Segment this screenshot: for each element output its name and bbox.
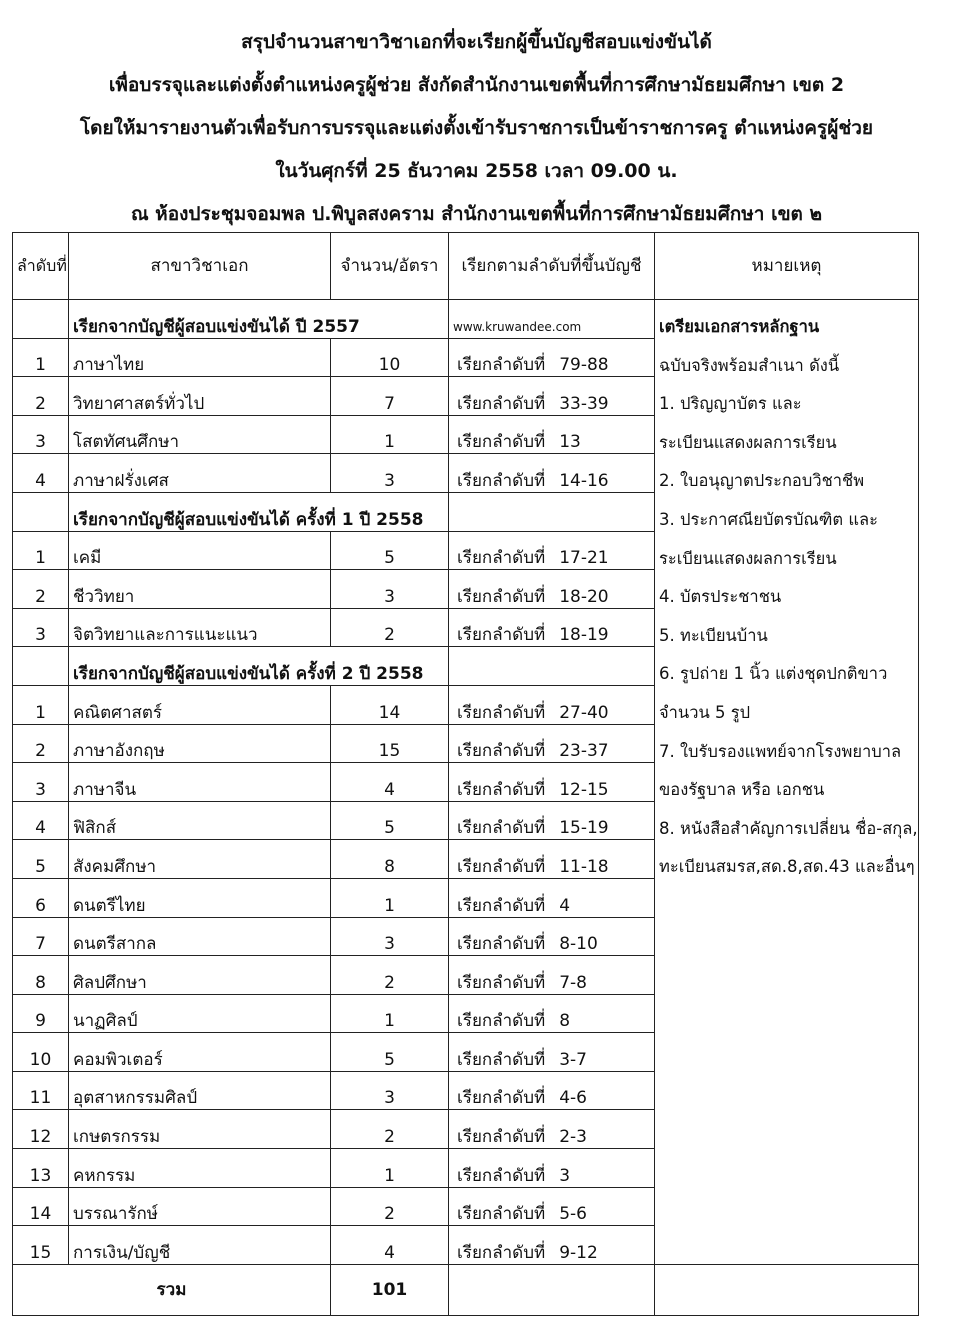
call-range: 13: [559, 432, 581, 453]
row-num: 1: [13, 685, 69, 724]
row-num: 4: [13, 801, 69, 840]
row-count: 4: [331, 1226, 449, 1265]
total-value: 101: [331, 1264, 449, 1315]
remark-line: 1. ปริญญาบัตร และ: [655, 377, 919, 416]
remark-line: ระเบียนแสดงผลการเรียน: [655, 531, 919, 570]
row-num: 3: [13, 415, 69, 454]
row-num: 12: [13, 1110, 69, 1149]
call-range: 4: [559, 895, 571, 916]
row-num: 8: [13, 956, 69, 995]
row-num: 1: [13, 531, 69, 570]
table-row: [13, 878, 919, 917]
row-num: 5: [13, 840, 69, 879]
call-prefix: เรียกลำดับที่: [457, 741, 546, 762]
row-count: 5: [331, 531, 449, 570]
call-range: 15-19: [559, 818, 609, 839]
call-range: 18-19: [559, 625, 609, 646]
call-range: 18-20: [559, 586, 609, 607]
call-prefix: เรียกลำดับที่: [457, 393, 546, 414]
row-count: 1: [331, 994, 449, 1033]
row-subject: คหกรรม: [69, 1149, 331, 1188]
row-num: 1: [13, 338, 69, 377]
row-subject: วิทยาศาสตร์ทั่วไป: [69, 377, 331, 416]
row-subject: โสตทัศนศึกษา: [69, 415, 331, 454]
call-prefix: เรียกลำดับที่: [457, 470, 546, 491]
row-subject: สังคมศึกษา: [69, 840, 331, 879]
row-num: 3: [13, 763, 69, 802]
row-call: [449, 994, 655, 1033]
remark-line: จำนวน 5 รูป: [655, 685, 919, 724]
call-range: 17-21: [559, 548, 609, 569]
row-subject: จิตวิทยาและการแนะแนว: [69, 608, 331, 647]
table-row: [13, 840, 919, 879]
call-prefix: เรียกลำดับที่: [457, 779, 546, 800]
call-prefix: เรียกลำดับที่: [457, 972, 546, 993]
section-row: [13, 647, 919, 686]
remark-line: ทะเบียนสมรส,สด.8,สด.43 และอื่นๆ: [655, 840, 919, 879]
row-call: [449, 338, 655, 377]
row-call: [449, 1149, 655, 1188]
total-empty: [449, 1264, 655, 1315]
row-count: 14: [331, 685, 449, 724]
row-count: 3: [331, 917, 449, 956]
remark-line: เตรียมเอกสารหลักฐาน: [655, 300, 919, 339]
row-count: 5: [331, 1033, 449, 1072]
row-subject: คณิตศาสตร์: [69, 685, 331, 724]
total-row: [13, 1264, 919, 1315]
table-row: [13, 763, 919, 802]
row-count: 1: [331, 1149, 449, 1188]
table-row: [13, 1110, 919, 1149]
row-call: [449, 377, 655, 416]
call-prefix: เรียกลำดับที่: [457, 1011, 546, 1032]
table-row: [13, 608, 919, 647]
row-subject: ชีววิทยา: [69, 570, 331, 609]
total-empty: [655, 1264, 919, 1315]
call-range: 27-40: [559, 702, 609, 723]
watermark-url: www.kruwandee.com: [453, 319, 582, 334]
header-call: เรียกตามลำดับที่ขึ้นบัญชี: [449, 233, 655, 300]
row-call: [449, 840, 655, 879]
call-range: 7-8: [559, 972, 587, 993]
call-prefix: เรียกลำดับที่: [457, 818, 546, 839]
call-range: 11-18: [559, 856, 609, 877]
table-row: [13, 454, 919, 493]
table-row: [13, 685, 919, 724]
remark-empty: [655, 994, 919, 1033]
section-call-cell: [449, 492, 655, 531]
row-subject: คอมพิวเตอร์: [69, 1033, 331, 1072]
remark-empty: [655, 1071, 919, 1110]
call-range: 79-88: [559, 355, 609, 376]
header-remark: หมายเหตุ: [655, 233, 919, 300]
row-num: 7: [13, 917, 69, 956]
table-body: [13, 233, 919, 1316]
remark-line: ระเบียนแสดงผลการเรียน: [655, 415, 919, 454]
section-num-empty: [13, 647, 69, 686]
title-line-1: สรุปจำนวนสาขาวิชาเอกที่จะเรียกผู้ขึ้นบัญชีสอบแข่งขันได้: [241, 31, 712, 53]
row-subject: อุตสาหกรรมศิลป์: [69, 1071, 331, 1110]
row-subject: ศิลปศึกษา: [69, 956, 331, 995]
row-call: [449, 724, 655, 763]
table-row: [13, 570, 919, 609]
row-subject: เกษตรกรรม: [69, 1110, 331, 1149]
title-line-2: เพื่อบรรจุและแต่งตั้งตำแหน่งครูผู้ช่วย สังกัดสำนักงานเขตพื้นที่การศึกษามัธยมศึกษา เขต 2: [108, 74, 845, 96]
remark-empty: [655, 1149, 919, 1188]
row-count: 10: [331, 338, 449, 377]
row-num: 2: [13, 377, 69, 416]
row-call: [449, 917, 655, 956]
title-line-4: ในวันศุกร์ที่ 25 ธันวาคม 2558 เวลา 09.00 น.: [275, 160, 678, 182]
call-range: 3: [559, 1165, 571, 1186]
section-call-cell: [449, 647, 655, 686]
table-row: [13, 917, 919, 956]
row-num: 10: [13, 1033, 69, 1072]
call-prefix: เรียกลำดับที่: [457, 432, 546, 453]
row-call: [449, 685, 655, 724]
row-call: [449, 570, 655, 609]
row-count: 5: [331, 801, 449, 840]
call-range: 9-12: [559, 1242, 598, 1263]
row-subject: ภาษาฝรั่งเศส: [69, 454, 331, 493]
row-num: 6: [13, 878, 69, 917]
row-count: 3: [331, 454, 449, 493]
row-call: [449, 1071, 655, 1110]
table-row: [13, 1071, 919, 1110]
table-row: [13, 415, 919, 454]
section-title: เรียกจากบัญชีผู้สอบแข่งขันได้ ปี 2557: [69, 300, 449, 339]
call-prefix: เรียกลำดับที่: [457, 1049, 546, 1070]
row-num: 4: [13, 454, 69, 493]
row-subject: นาฏศิลป์: [69, 994, 331, 1033]
row-subject: ฟิสิกส์: [69, 801, 331, 840]
row-call: [449, 608, 655, 647]
row-num: 2: [13, 570, 69, 609]
call-prefix: เรียกลำดับที่: [457, 934, 546, 955]
header-subject: สาขาวิชาเอก: [69, 233, 331, 300]
row-count: 1: [331, 415, 449, 454]
remark-line: 2. ใบอนุญาตประกอบวิชาชีพ: [655, 454, 919, 493]
call-prefix: เรียกลำดับที่: [457, 1165, 546, 1186]
table-header-row: [13, 233, 919, 300]
section-num-empty: [13, 492, 69, 531]
table-row: [13, 801, 919, 840]
call-range: 8-10: [559, 934, 598, 955]
call-range: 3-7: [559, 1049, 587, 1070]
call-prefix: เรียกลำดับที่: [457, 355, 546, 376]
remark-line: 6. รูปถ่าย 1 นิ้ว แต่งชุดปกติขาว: [655, 647, 919, 686]
header-num: ลำดับที่: [13, 233, 69, 300]
row-subject: ดนตรีไทย: [69, 878, 331, 917]
table-row: [13, 994, 919, 1033]
remark-empty: [655, 1226, 919, 1265]
row-subject: บรรณารักษ์: [69, 1187, 331, 1226]
remark-empty: [655, 878, 919, 917]
row-subject: ดนตรีสากล: [69, 917, 331, 956]
row-subject: ภาษาอังกฤษ: [69, 724, 331, 763]
call-prefix: เรียกลำดับที่: [457, 1204, 546, 1225]
remark-empty: [655, 956, 919, 995]
table-row: [13, 377, 919, 416]
remark-line: 7. ใบรับรองแพทย์จากโรงพยาบาล: [655, 724, 919, 763]
row-call: [449, 878, 655, 917]
call-range: 4-6: [559, 1088, 587, 1109]
row-call: [449, 1033, 655, 1072]
section-title: เรียกจากบัญชีผู้สอบแข่งขันได้ ครั้งที่ 1 ปี 2558: [69, 492, 449, 531]
row-count: 1: [331, 878, 449, 917]
row-count: 4: [331, 763, 449, 802]
row-count: 3: [331, 570, 449, 609]
row-call: [449, 1110, 655, 1149]
call-range: 33-39: [559, 393, 609, 414]
call-prefix: เรียกลำดับที่: [457, 1242, 546, 1263]
table-row: [13, 531, 919, 570]
table-row: [13, 1187, 919, 1226]
call-prefix: เรียกลำดับที่: [457, 1088, 546, 1109]
row-num: 9: [13, 994, 69, 1033]
title-line-5: ณ ห้องประชุมจอมพล ป.พิบูลสงคราม สำนักงานเขตพื้นที่การศึกษามัธยมศึกษา เขต ๒: [130, 203, 823, 225]
call-prefix: เรียกลำดับที่: [457, 586, 546, 607]
row-count: 2: [331, 608, 449, 647]
row-subject: เคมี: [69, 531, 331, 570]
call-prefix: เรียกลำดับที่: [457, 895, 546, 916]
row-num: 2: [13, 724, 69, 763]
row-call: [449, 1187, 655, 1226]
remark-line: ฉบับจริงพร้อมสำเนา ดังนี้: [655, 338, 919, 377]
call-prefix: เรียกลำดับที่: [457, 548, 546, 569]
row-subject: การเงิน/บัญชี: [69, 1226, 331, 1265]
remark-line: 3. ประกาศณียบัตรบัณฑิต และ: [655, 492, 919, 531]
row-count: 3: [331, 1071, 449, 1110]
row-num: 14: [13, 1187, 69, 1226]
positions-table: [12, 232, 919, 1316]
row-subject: ภาษาไทย: [69, 338, 331, 377]
table-row: [13, 724, 919, 763]
call-range: 23-37: [559, 741, 609, 762]
table-row: [13, 1149, 919, 1188]
row-call: [449, 763, 655, 802]
section-title: เรียกจากบัญชีผู้สอบแข่งขันได้ ครั้งที่ 2 ปี 2558: [69, 647, 449, 686]
row-count: 15: [331, 724, 449, 763]
section-row: [13, 300, 919, 339]
row-call: [449, 415, 655, 454]
section-call-cell: [449, 300, 655, 339]
header-count: จำนวน/อัตรา: [331, 233, 449, 300]
table-row: [13, 1226, 919, 1265]
row-call: [449, 454, 655, 493]
call-range: 5-6: [559, 1204, 587, 1225]
remark-empty: [655, 1187, 919, 1226]
call-prefix: เรียกลำดับที่: [457, 625, 546, 646]
call-prefix: เรียกลำดับที่: [457, 856, 546, 877]
row-call: [449, 801, 655, 840]
row-count: 2: [331, 956, 449, 995]
row-num: 15: [13, 1226, 69, 1265]
remark-line: 4. บัตรประชาชน: [655, 570, 919, 609]
row-call: [449, 956, 655, 995]
section-num-empty: [13, 300, 69, 339]
remark-line: 8. หนังสือสำคัญการเปลี่ยน ชื่อ-สกุล,: [655, 801, 919, 840]
row-num: 3: [13, 608, 69, 647]
row-count: 2: [331, 1110, 449, 1149]
remark-empty: [655, 917, 919, 956]
call-range: 2-3: [559, 1127, 587, 1148]
row-count: 8: [331, 840, 449, 879]
title-line-3: โดยให้มารายงานตัวเพื่อรับการบรรจุและแต่งตั้งเข้ารับราชการเป็นข้าราชการครู ตำแหน่งครูผู้ช่วย: [79, 117, 874, 139]
call-range: 12-15: [559, 779, 609, 800]
row-num: 11: [13, 1071, 69, 1110]
remark-empty: [655, 1033, 919, 1072]
call-range: 14-16: [559, 470, 609, 491]
call-prefix: เรียกลำดับที่: [457, 1127, 546, 1148]
row-count: 7: [331, 377, 449, 416]
row-count: 2: [331, 1187, 449, 1226]
section-row: [13, 492, 919, 531]
remark-empty: [655, 1110, 919, 1149]
call-prefix: เรียกลำดับที่: [457, 702, 546, 723]
row-num: 13: [13, 1149, 69, 1188]
total-label: รวม: [13, 1264, 331, 1315]
table-row: [13, 1033, 919, 1072]
remark-line: 5. ทะเบียนบ้าน: [655, 608, 919, 647]
table-row: [13, 338, 919, 377]
row-call: [449, 531, 655, 570]
row-subject: ภาษาจีน: [69, 763, 331, 802]
remark-line: ของรัฐบาล หรือ เอกชน: [655, 763, 919, 802]
table-row: [13, 956, 919, 995]
call-range: 8: [559, 1011, 571, 1032]
row-call: [449, 1226, 655, 1265]
